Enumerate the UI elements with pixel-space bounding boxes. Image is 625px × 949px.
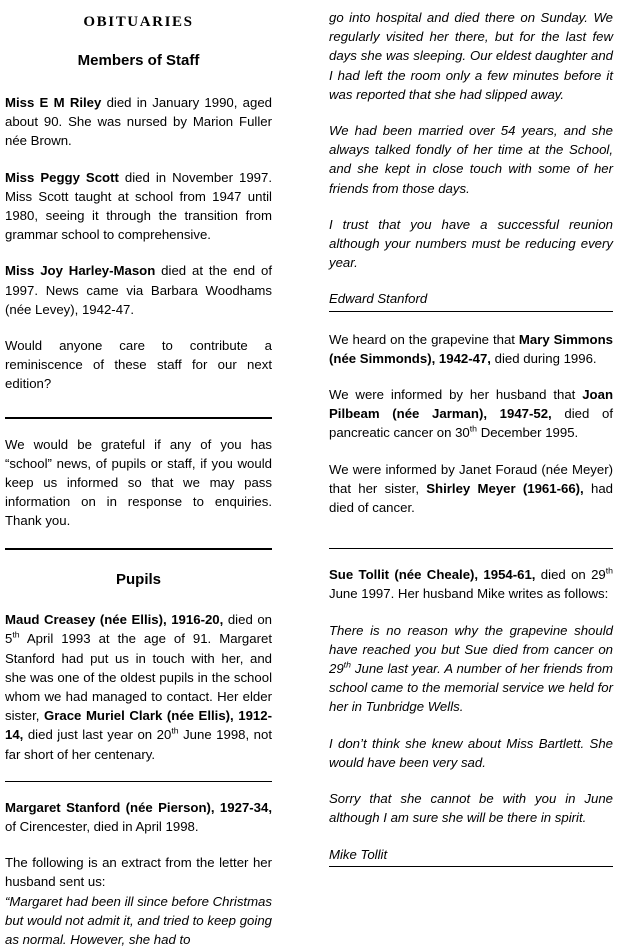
- tollit-letter-text-1a: There is no reason why the grapevine should have reached you but Sue died from cancer on: [329, 622, 613, 657]
- obituary-entry-creasey: [5, 610, 272, 764]
- obituary-entry-scott: [5, 168, 272, 245]
- divider-above-tollit: [329, 548, 613, 549]
- obituary-entry-simmons: [329, 330, 613, 368]
- ordinal-suffix-th: th: [605, 565, 613, 576]
- ordinal-number-30: 30: [455, 425, 470, 441]
- obituary-text-pilbeam-2: December 1995.: [477, 425, 579, 441]
- obituary-text-harley-mason: died at the end of 1997. News came via Barbara Woodhams (née Levey), 1942-47.: [5, 263, 272, 317]
- obituary-text-scott: died in November 1997. Miss Scott taught at school from 1947 until 1980, seeing it through the transition from grammar school to comprehensive.: [5, 169, 272, 243]
- letter-extract-intro: The following is an extract from the letter her husband sent us:: [5, 855, 272, 890]
- divider-above-grateful: [5, 417, 272, 419]
- ordinal-suffix-th: th: [343, 659, 351, 670]
- letter-extract-continued-3: I trust that you have a successful reunion although your numbers must be reducing every year.: [329, 216, 613, 271]
- obituary-entry-pilbeam: [329, 385, 613, 443]
- obituary-entry-stanford: [5, 798, 272, 836]
- obituary-name-tollit: Sue Tollit (née Cheale), 1954-61,: [329, 567, 536, 583]
- signature-mike-tollit: Mike Tollit: [329, 845, 613, 867]
- section-heading-members-of-staff: Members of Staff: [77, 51, 200, 69]
- section-heading-pupils: Pupils: [115, 570, 161, 588]
- tollit-letter-paragraph-2: I don’t think she knew about Miss Bartlett. She would have been very sad.: [329, 735, 613, 770]
- obituary-name-pilbeam: Joan Pilbeam (née Jarman), 1947-52,: [329, 387, 613, 422]
- obituary-entry-meyer: [329, 460, 613, 518]
- obituary-text-tollit-1: died on: [535, 567, 592, 583]
- obituary-text-riley: died in January 1990, aged about 90. She was nursed by Marion Fuller née Brown.: [5, 95, 272, 149]
- letter-extract-continued-1: go into hospital and died there on Sunday. We regularly visited her there, but for the last few days she was sleeping. Our eldest daughter and I had left the room only a few minutes before it was reported that she had slipped away.: [329, 10, 613, 102]
- ordinal-number-20: 20: [156, 727, 172, 743]
- spacer: [329, 534, 613, 548]
- divider-below-grateful: [5, 548, 272, 550]
- obituary-lead-pilbeam: We were informed by her husband that: [329, 387, 583, 403]
- ordinal-number-29: 29: [329, 661, 344, 677]
- obituary-lead-meyer: We were informed by Janet Foraud (née Meyer) that her sister,: [329, 461, 613, 496]
- left-column: [0, 0, 312, 947]
- obituary-text-creasey-4: June 1998, not far short of her centenary.: [5, 727, 272, 762]
- right-column: [312, 0, 625, 930]
- obituary-name-clark: Grace Muriel Clark (née Ellis), 1912-14,: [5, 708, 272, 743]
- obituary-text-stanford: of Cirencester, died in April 1998.: [5, 818, 199, 834]
- obituary-entry-harley-mason: [5, 261, 272, 319]
- obituary-name-harley-mason: Miss Joy Harley-Mason: [5, 263, 156, 279]
- obituary-text-creasey-2: April 1993 at the age of 91. Margaret Stanford had put us in touch with her, and she was one of the oldest pupils in the school whom we had managed to contact. Her elder sister,: [5, 631, 272, 724]
- obituary-text-tollit-2: June 1997. Her husband Mike writes as follows:: [329, 586, 609, 602]
- ordinal-number-5: 5: [5, 631, 13, 647]
- obituary-name-meyer: Shirley Meyer (1961-66),: [426, 480, 584, 496]
- grateful-request: We would be grateful if any of you has “school” news, of pupils or staff, if you would keep us informed so that we may pass information on in response to enquiries. Thank you.: [5, 436, 272, 529]
- obituary-text-pilbeam-1: died of pancreatic cancer on: [329, 406, 613, 441]
- ordinal-suffix-th: th: [469, 424, 478, 435]
- obituary-entry-tollit: [329, 565, 613, 603]
- obituary-entry-riley: [5, 93, 272, 151]
- divider-above-stanford: [5, 781, 272, 782]
- obituary-name-stanford: Margaret Stanford (née Pierson), 1927-34,: [5, 799, 272, 815]
- obituary-text-meyer: had died of cancer.: [329, 480, 613, 516]
- signature-edward-stanford: Edward Stanford: [329, 289, 613, 311]
- obituary-text-creasey-1: died on: [223, 612, 272, 628]
- tollit-letter-paragraph-1: [329, 621, 613, 717]
- ordinal-suffix-th: th: [12, 629, 20, 640]
- obituary-name-scott: Miss Peggy Scott: [5, 169, 119, 185]
- obituary-name-simmons: Mary Simmons (née Simmonds), 1942-47,: [329, 331, 613, 366]
- letter-extract-start: “Margaret had been ill since before Christmas but would not admit it, and tried to keep going as normal. However, she had to: [5, 893, 272, 947]
- ordinal-suffix-th: th: [171, 725, 179, 736]
- tollit-letter-paragraph-3: Sorry that she cannot be with you in June although I am sure she will be there in spirit.: [329, 791, 613, 826]
- letter-extract-continued-2: We had been married over 54 years, and she always talked fondly of her time at the School, and she kept in close touch with some of her friends from those days.: [329, 123, 613, 196]
- contribute-request: Would anyone care to contribute a reminiscence of these staff for our next edition?: [5, 338, 272, 392]
- obituary-text-simmons: died during 1996.: [490, 350, 597, 366]
- obituary-name-riley: Miss E M Riley: [5, 95, 102, 110]
- obituary-lead-simmons: We heard on the grapevine that: [329, 331, 519, 347]
- ordinal-number-29: 29: [591, 567, 606, 583]
- tollit-letter-text-1b: June last year. A number of her friends from school came to the memorial service we held for her in Tunbridge Wells.: [329, 661, 613, 715]
- obituary-text-creasey-3: died just last year on: [23, 727, 157, 743]
- page-title: OBITUARIES: [83, 14, 194, 30]
- obituary-name-creasey: Maud Creasey (née Ellis), 1916-20,: [5, 612, 224, 628]
